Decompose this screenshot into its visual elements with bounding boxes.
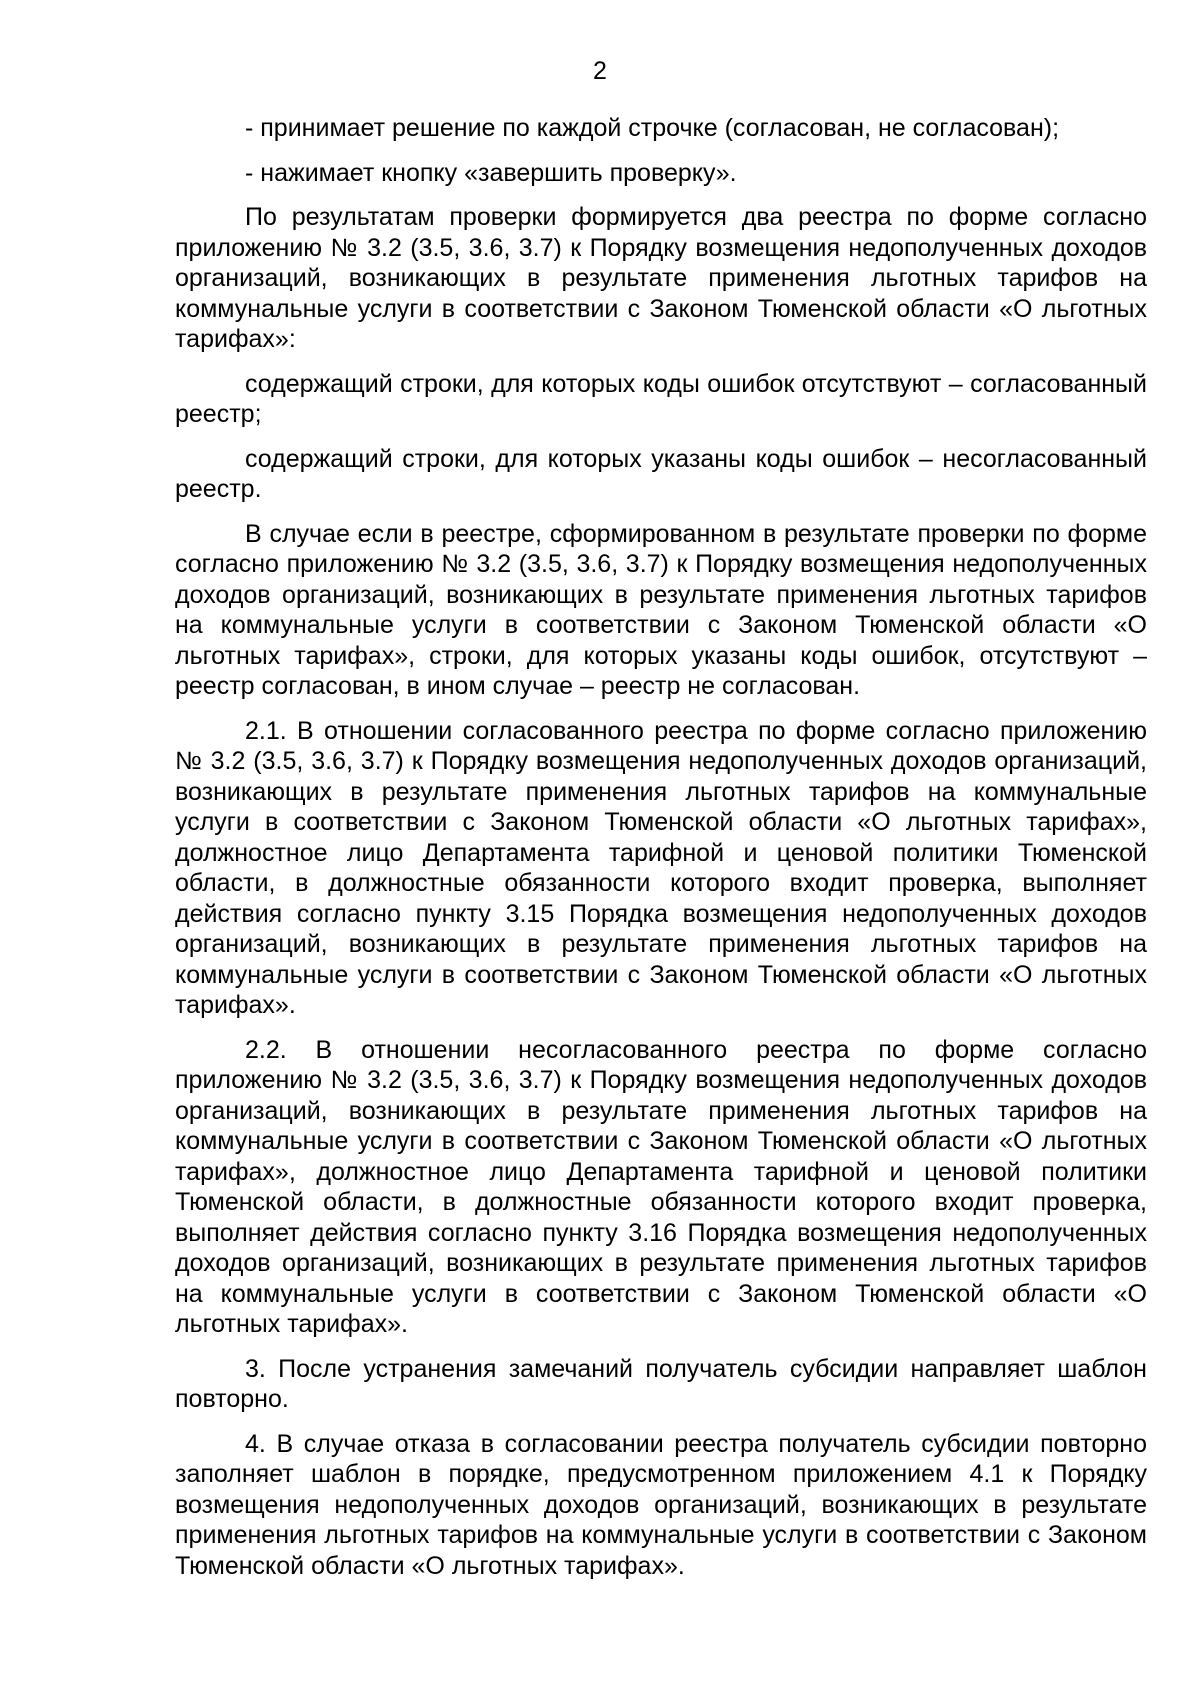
paragraph-2-1: 2.1. В отношении согласованного реестра по форме согласно приложению № 3.2 (3.5, 3.6, 3.7) к Порядку возмещения недополученных доходов организаций, возникающих в результате применения льготных тарифов на коммунальные услуги в соответствии с Законом Тюменской области «О льготных тарифах», должностное лицо Департамента тарифной и ценовой политики Тюменской области, в должностные обязанности которого входит проверка, выполняет действия согласно пункту 3.15 Порядка возмещения недополученных доходов организаций, возникающих в результате применения льготных тарифов на коммунальные услуги в соответствии с Законом Тюменской области «О льготных тарифах». <box>175 716 1147 1019</box>
paragraph-decision: - принимает решение по каждой строчке (согласован, не согласован); <box>245 114 1060 142</box>
paragraph-register-condition: В случае если в реестре, сформированном в результате проверки по форме согласно приложению № 3.2 (3.5, 3.6, 3.7) к Порядку возмещения недополученных доходов организаций, возникающих в результате применения льготных тарифов на коммунальные услуги в соответствии с Законом Тюменской области «О льготных тарифах», строки, для которых указаны коды ошибок, отсутствуют – реестр согласован, в ином случае – реестр не согласован. <box>175 519 1147 700</box>
paragraph-approved-register: содержащий строки, для которых коды ошибок отсутствуют – согласованный реестр; <box>175 369 1147 428</box>
paragraph-two-registers: По результатам проверки формируется два реестра по форме согласно приложению № 3.2 (3.5, 3.6, 3.7) к Порядку возмещения недополученных доходов организаций, возникающих в результате применения льготных тарифов на коммунальные услуги в соответствии с Законом Тюменской области «О льготных тарифах»: <box>175 203 1147 353</box>
paragraph-rejected-register: содержащий строки, для которых указаны коды ошибок – несогласованный реестр. <box>175 444 1147 503</box>
paragraph-4: 4. В случае отказа в согласовании реестра получатель субсидии повторно заполняет шаблон в порядке, предусмотренном приложением 4.1 к Порядку возмещения недополученных доходов организаций, возникающих в результате применения льготных тарифов на коммунальные услуги в соответствии с Законом Тюменской области «О льготных тарифах». <box>175 1429 1147 1580</box>
page-number: 2 <box>593 57 607 85</box>
paragraph-3: 3. После устранения замечаний получатель субсидии направляет шаблон повторно. <box>175 1354 1147 1413</box>
paragraph-finish-button: - нажимает кнопку «завершить проверку». <box>245 158 737 187</box>
paragraph-2-2: 2.2. В отношении несогласованного реестра по форме согласно приложению № 3.2 (3.5, 3.6, 3.7) к Порядку возмещения недополученных доходов организаций, возникающих в результате применения льготных тарифов на коммунальные услуги в соответствии с Законом Тюменской области «О льготных тарифах», должностное лицо Департамента тарифной и ценовой политики Тюменской области, в должностные обязанности которого входит проверка, выполняет действия согласно пункту 3.16 Порядка возмещения недополученных доходов организаций, возникающих в результате применения льготных тарифов на коммунальные услуги в соответствии с Законом Тюменской области «О льготных тарифах». <box>175 1035 1147 1338</box>
document-body <box>175 113 1147 1595</box>
